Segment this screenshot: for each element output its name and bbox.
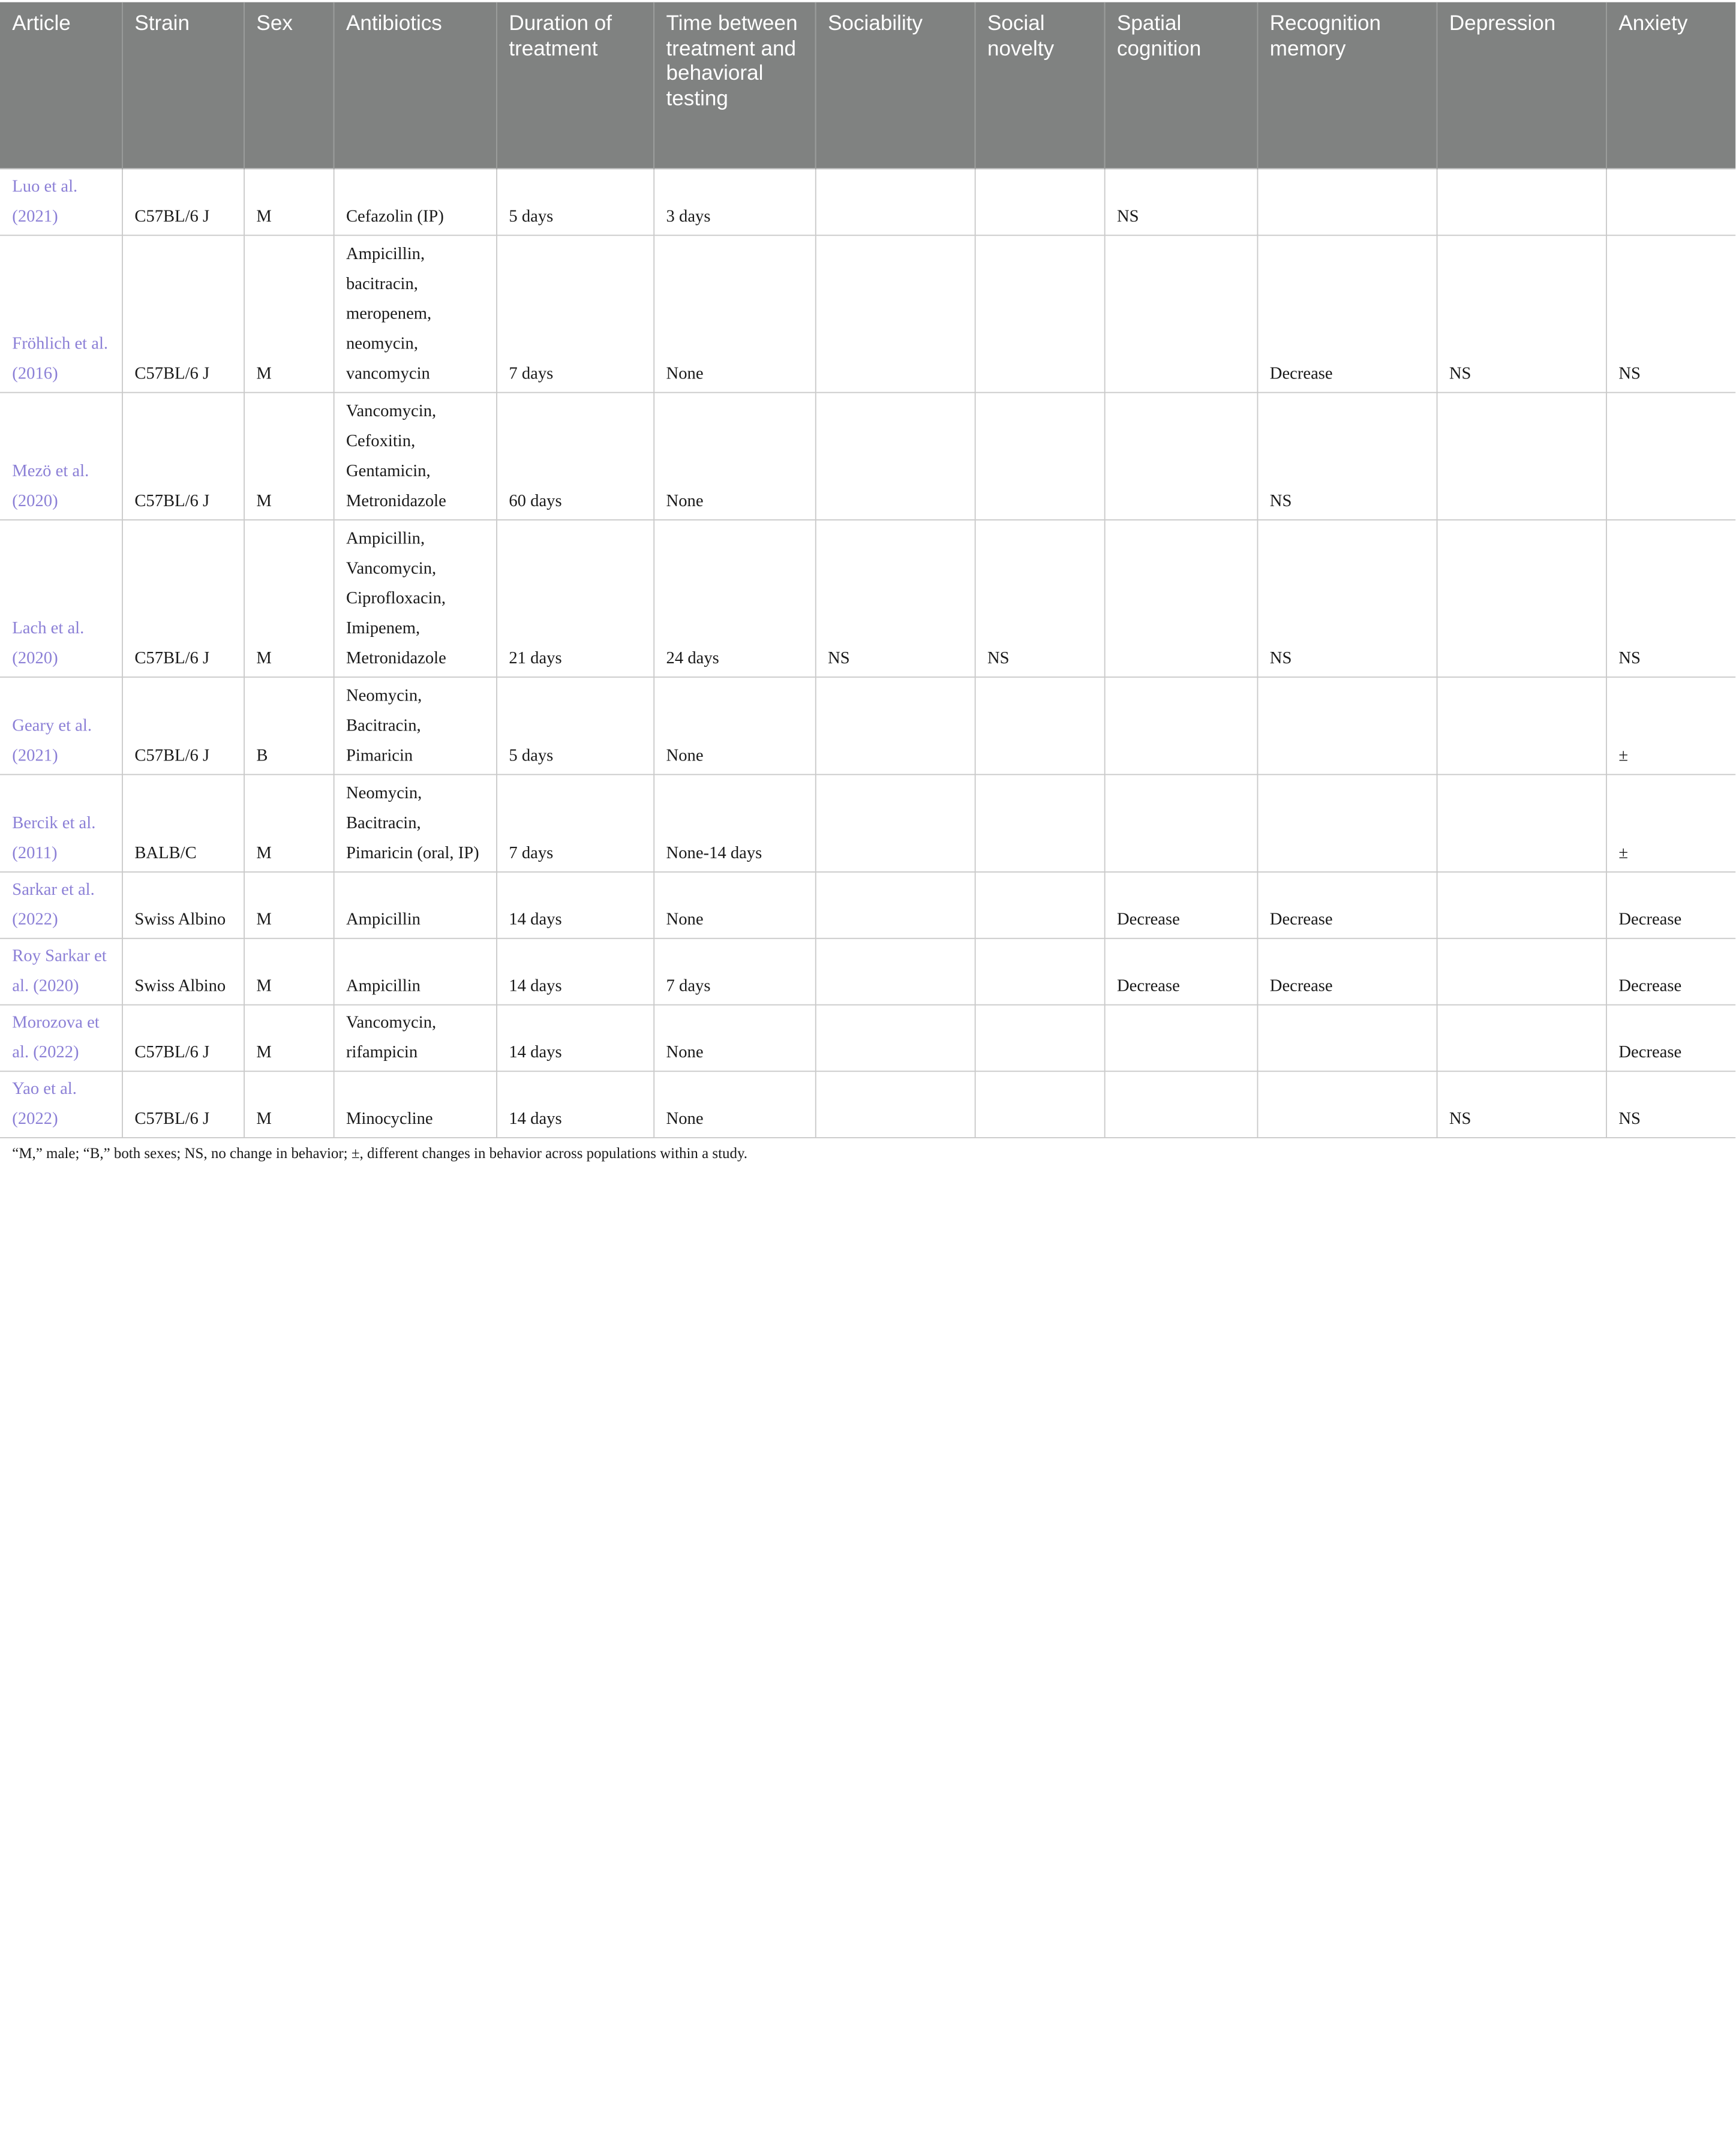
article-link[interactable]: Lach et al. (2020) [0, 519, 122, 676]
recognition-memory-cell: NS [1257, 392, 1437, 519]
article-link[interactable]: Roy Sarkar et al. (2020) [0, 938, 122, 1005]
antibiotics-cell: Ampicillin [334, 938, 496, 1005]
depression-cell [1437, 169, 1606, 235]
sex-cell: M [244, 234, 334, 392]
sociability-cell: NS [815, 519, 975, 676]
anxiety-cell: Decrease [1606, 1005, 1735, 1071]
social-novelty-cell [975, 774, 1104, 871]
duration-cell: 5 days [496, 676, 653, 774]
strain-cell: C57BL/6 J [122, 234, 244, 392]
social-novelty-cell [975, 676, 1104, 774]
social-novelty-cell [975, 234, 1104, 392]
strain-cell: C57BL/6 J [122, 1071, 244, 1137]
depression-cell [1437, 1005, 1606, 1071]
strain-cell: C57BL/6 J [122, 676, 244, 774]
article-link[interactable]: Mezö et al. (2020) [0, 392, 122, 519]
duration-cell: 7 days [496, 774, 653, 871]
article-link[interactable]: Sarkar et al. (2022) [0, 871, 122, 938]
article-link[interactable]: Morozova et al. (2022) [0, 1005, 122, 1071]
duration-cell: 21 days [496, 519, 653, 676]
column-header-strain: Strain [122, 2, 244, 169]
antibiotics-behavior-table [0, 2, 1735, 1138]
sex-cell: M [244, 519, 334, 676]
anxiety-cell: ± [1606, 676, 1735, 774]
social-novelty-cell: NS [975, 519, 1104, 676]
antibiotics-cell: Ampicillin [334, 871, 496, 938]
antibiotics-cell: Neomycin, Bacitracin, Pimaricin (oral, IP) [334, 774, 496, 871]
column-header-recognition-memory: Recognition memory [1257, 2, 1437, 169]
strain-cell: BALB/C [122, 774, 244, 871]
recognition-memory-cell [1257, 1071, 1437, 1137]
spatial-cognition-cell: NS [1104, 169, 1257, 235]
sex-cell: M [244, 1005, 334, 1071]
table-row [0, 169, 1735, 235]
sociability-cell [815, 392, 975, 519]
strain-cell: Swiss Albino [122, 938, 244, 1005]
column-header-spatial-cognition: Spatial cognition [1104, 2, 1257, 169]
antibiotics-cell: Ampicillin, bacitracin, meropenem, neomycin, vancomycin [334, 234, 496, 392]
social-novelty-cell [975, 1071, 1104, 1137]
column-header-social-novelty: Social novelty [975, 2, 1104, 169]
social-novelty-cell [975, 1005, 1104, 1071]
recognition-memory-cell [1257, 676, 1437, 774]
spatial-cognition-cell [1104, 519, 1257, 676]
sociability-cell [815, 169, 975, 235]
table-row [0, 519, 1735, 676]
spatial-cognition-cell [1104, 234, 1257, 392]
antibiotics-cell: Vancomycin, Cefoxitin, Gentamicin, Metronidazole [334, 392, 496, 519]
column-header-depression: Depression [1437, 2, 1606, 169]
time-between-cell: None [653, 392, 815, 519]
antibiotics-cell: Minocycline [334, 1071, 496, 1137]
time-between-cell: 7 days [653, 938, 815, 1005]
table-row [0, 392, 1735, 519]
table-row [0, 774, 1735, 871]
sociability-cell [815, 774, 975, 871]
depression-cell [1437, 774, 1606, 871]
recognition-memory-cell [1257, 169, 1437, 235]
sociability-cell [815, 1071, 975, 1137]
recognition-memory-cell: Decrease [1257, 871, 1437, 938]
depression-cell [1437, 871, 1606, 938]
spatial-cognition-cell: Decrease [1104, 938, 1257, 1005]
anxiety-cell: NS [1606, 1071, 1735, 1137]
article-link[interactable]: Luo et al. (2021) [0, 169, 122, 235]
column-header-duration: Duration of treatment [496, 2, 653, 169]
column-header-article: Article [0, 2, 122, 169]
strain-cell: Swiss Albino [122, 871, 244, 938]
spatial-cognition-cell [1104, 774, 1257, 871]
antibiotics-cell: Vancomycin, rifampicin [334, 1005, 496, 1071]
sociability-cell [815, 938, 975, 1005]
social-novelty-cell [975, 938, 1104, 1005]
table-row [0, 1005, 1735, 1071]
recognition-memory-cell: Decrease [1257, 938, 1437, 1005]
antibiotics-cell: Neomycin, Bacitracin, Pimaricin [334, 676, 496, 774]
article-link[interactable]: Yao et al. (2022) [0, 1071, 122, 1137]
spatial-cognition-cell [1104, 1071, 1257, 1137]
social-novelty-cell [975, 169, 1104, 235]
duration-cell: 14 days [496, 938, 653, 1005]
social-novelty-cell [975, 871, 1104, 938]
header-row [0, 2, 1735, 169]
sex-cell: M [244, 392, 334, 519]
spatial-cognition-cell [1104, 1005, 1257, 1071]
column-header-anxiety: Anxiety [1606, 2, 1735, 169]
sociability-cell [815, 234, 975, 392]
column-header-sex: Sex [244, 2, 334, 169]
sex-cell: M [244, 169, 334, 235]
sex-cell: M [244, 938, 334, 1005]
anxiety-cell: ± [1606, 774, 1735, 871]
recognition-memory-cell [1257, 774, 1437, 871]
table-row [0, 871, 1735, 938]
sex-cell: M [244, 1071, 334, 1137]
strain-cell: C57BL/6 J [122, 169, 244, 235]
time-between-cell: None [653, 1005, 815, 1071]
sex-cell: M [244, 774, 334, 871]
strain-cell: C57BL/6 J [122, 392, 244, 519]
spatial-cognition-cell: Decrease [1104, 871, 1257, 938]
depression-cell [1437, 392, 1606, 519]
anxiety-cell [1606, 392, 1735, 519]
depression-cell [1437, 938, 1606, 1005]
anxiety-cell: NS [1606, 234, 1735, 392]
spatial-cognition-cell [1104, 392, 1257, 519]
sex-cell: M [244, 871, 334, 938]
anxiety-cell: Decrease [1606, 871, 1735, 938]
depression-cell: NS [1437, 1071, 1606, 1137]
time-between-cell: 3 days [653, 169, 815, 235]
depression-cell [1437, 519, 1606, 676]
recognition-memory-cell: NS [1257, 519, 1437, 676]
strain-cell: C57BL/6 J [122, 1005, 244, 1071]
column-header-sociability: Sociability [815, 2, 975, 169]
duration-cell: 14 days [496, 1071, 653, 1137]
recognition-memory-cell [1257, 1005, 1437, 1071]
time-between-cell: None [653, 871, 815, 938]
sociability-cell [815, 1005, 975, 1071]
column-header-time-between: Time between treatment and behavioral testing [653, 2, 815, 169]
duration-cell: 14 days [496, 1005, 653, 1071]
time-between-cell: 24 days [653, 519, 815, 676]
duration-cell: 7 days [496, 234, 653, 392]
time-between-cell: None [653, 234, 815, 392]
depression-cell: NS [1437, 234, 1606, 392]
duration-cell: 5 days [496, 169, 653, 235]
antibiotics-cell: Ampicillin, Vancomycin, Ciprofloxacin, Imipenem, Metronidazole [334, 519, 496, 676]
sociability-cell [815, 871, 975, 938]
depression-cell [1437, 676, 1606, 774]
anxiety-cell: NS [1606, 519, 1735, 676]
sociability-cell [815, 676, 975, 774]
social-novelty-cell [975, 392, 1104, 519]
table-row [0, 234, 1735, 392]
time-between-cell: None [653, 676, 815, 774]
table-row [0, 938, 1735, 1005]
anxiety-cell: Decrease [1606, 938, 1735, 1005]
duration-cell: 14 days [496, 871, 653, 938]
article-link[interactable]: Bercik et al. (2011) [0, 774, 122, 871]
anxiety-cell [1606, 169, 1735, 235]
table-row [0, 676, 1735, 774]
article-link[interactable]: Geary et al. (2021) [0, 676, 122, 774]
table-row [0, 1071, 1735, 1137]
sex-cell: B [244, 676, 334, 774]
table-footnote: “M,” male; “B,” both sexes; NS, no change in behavior; ±, different changes in behavior across populations within a study. [12, 1145, 748, 1162]
time-between-cell: None-14 days [653, 774, 815, 871]
strain-cell: C57BL/6 J [122, 519, 244, 676]
time-between-cell: None [653, 1071, 815, 1137]
column-header-antibiotics: Antibiotics [334, 2, 496, 169]
antibiotics-cell: Cefazolin (IP) [334, 169, 496, 235]
recognition-memory-cell: Decrease [1257, 234, 1437, 392]
duration-cell: 60 days [496, 392, 653, 519]
spatial-cognition-cell [1104, 676, 1257, 774]
article-link[interactable]: Fröhlich et al. (2016) [0, 234, 122, 392]
